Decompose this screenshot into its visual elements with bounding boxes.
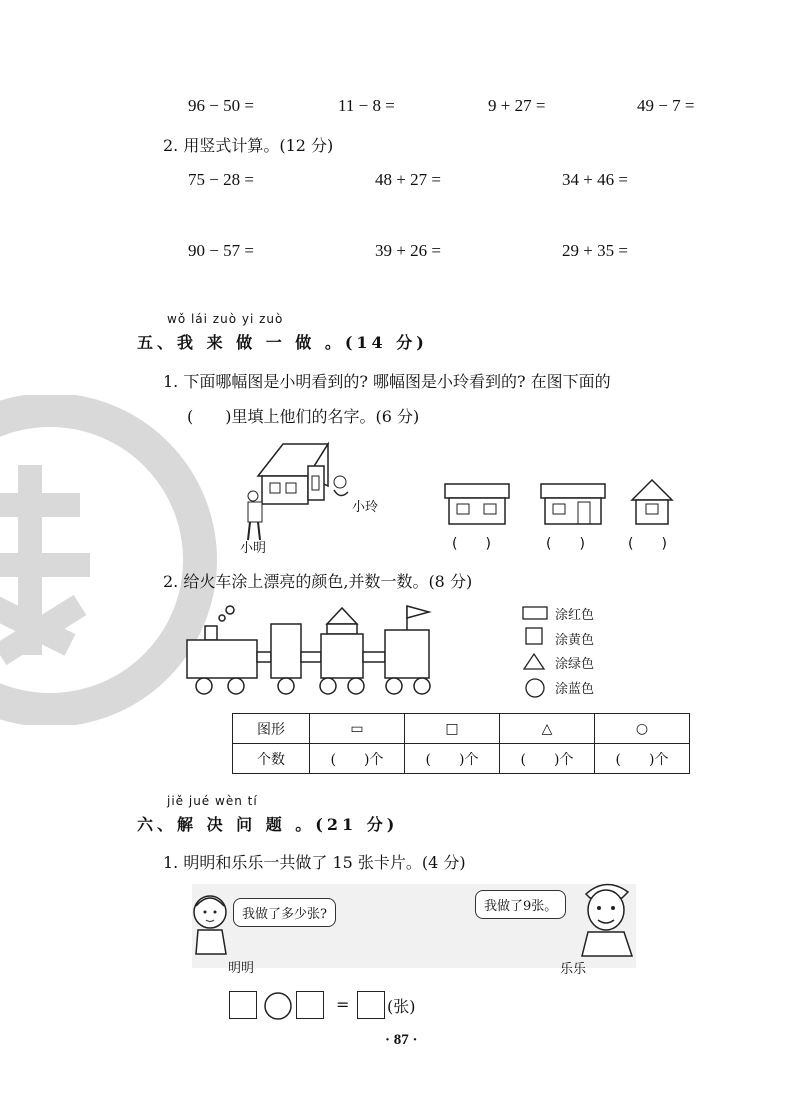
legend-label: 涂蓝色 <box>555 682 595 697</box>
count-cell[interactable]: ( )个 <box>500 744 595 774</box>
equation: 9 + 27 = <box>488 96 546 115</box>
question-text: 1. 明明和乐乐一共做了 15 张卡片。(4 分) <box>163 853 466 872</box>
lele-figure <box>578 876 636 958</box>
table-header: 个数 <box>233 744 310 774</box>
speech-bubble-left: 我做了多少张? <box>233 898 336 927</box>
scene-illustration <box>238 436 398 548</box>
count-table <box>232 713 690 774</box>
equation: 96 − 50 = <box>188 96 254 115</box>
name-label: 小玲 <box>352 500 379 515</box>
name-label: 明明 <box>228 961 255 976</box>
question-text: ( )里填上他们的名字。(6 分) <box>187 407 420 426</box>
table-header: 图形 <box>233 714 310 744</box>
legend-label: 涂绿色 <box>555 657 595 672</box>
answer-blank[interactable]: ( ) <box>628 536 667 552</box>
house-view-2 <box>540 482 608 527</box>
legend-circle-icon <box>523 676 547 700</box>
name-label: 乐乐 <box>560 962 587 977</box>
count-cell[interactable]: ( )个 <box>595 744 690 774</box>
section-title: 五、我 来 做 一 做 。(14 分) <box>137 333 428 352</box>
speech-bubble-right: 我做了9张。 <box>475 890 566 919</box>
page-number: · 87 · <box>385 1032 418 1048</box>
shape-cell: □ <box>405 714 500 744</box>
equation: 29 + 35 = <box>562 241 628 260</box>
unit-label: (张) <box>387 997 416 1016</box>
legend-square-icon <box>525 627 545 647</box>
equation: 90 − 57 = <box>188 241 254 260</box>
answer-blank[interactable]: ( ) <box>452 536 491 552</box>
operator-circle[interactable] <box>262 990 294 1022</box>
mingming-figure <box>190 890 236 956</box>
equation: 48 + 27 = <box>375 170 441 189</box>
equals-sign: = <box>336 995 350 1014</box>
answer-box[interactable] <box>296 991 324 1019</box>
legend-label: 涂红色 <box>555 608 595 623</box>
shape-cell: ○ <box>595 714 690 744</box>
shape-cell: ▭ <box>310 714 405 744</box>
legend-rect-icon <box>522 605 550 621</box>
pinyin: wǒ lái zuò yi zuò <box>167 312 284 326</box>
legend-triangle-icon <box>522 652 548 672</box>
equation: 75 − 28 = <box>188 170 254 189</box>
name-label: 小明 <box>240 541 267 556</box>
equation: 49 − 7 = <box>637 96 695 115</box>
legend-label: 涂黄色 <box>555 633 595 648</box>
equation: 39 + 26 = <box>375 241 441 260</box>
house-view-1 <box>444 482 512 527</box>
question-label: 2. 用竖式计算。(12 分) <box>163 136 334 155</box>
answer-box[interactable] <box>357 991 385 1019</box>
count-cell[interactable]: ( )个 <box>405 744 500 774</box>
question-text: 2. 给火车涂上漂亮的颜色,并数一数。(8 分) <box>163 572 473 591</box>
train-illustration <box>186 600 436 700</box>
answer-box[interactable] <box>229 991 257 1019</box>
shape-cell: △ <box>500 714 595 744</box>
answer-blank[interactable]: ( ) <box>546 536 585 552</box>
equation: 34 + 46 = <box>562 170 628 189</box>
section-title: 六、解 决 问 题 。(21 分) <box>137 815 399 834</box>
question-text: 1. 下面哪幅图是小明看到的? 哪幅图是小玲看到的? 在图下面的 <box>163 372 611 391</box>
equation: 11 − 8 = <box>338 96 395 115</box>
count-cell[interactable]: ( )个 <box>310 744 405 774</box>
house-view-3 <box>630 478 676 528</box>
pinyin: jiě jué wèn tí <box>167 794 258 808</box>
